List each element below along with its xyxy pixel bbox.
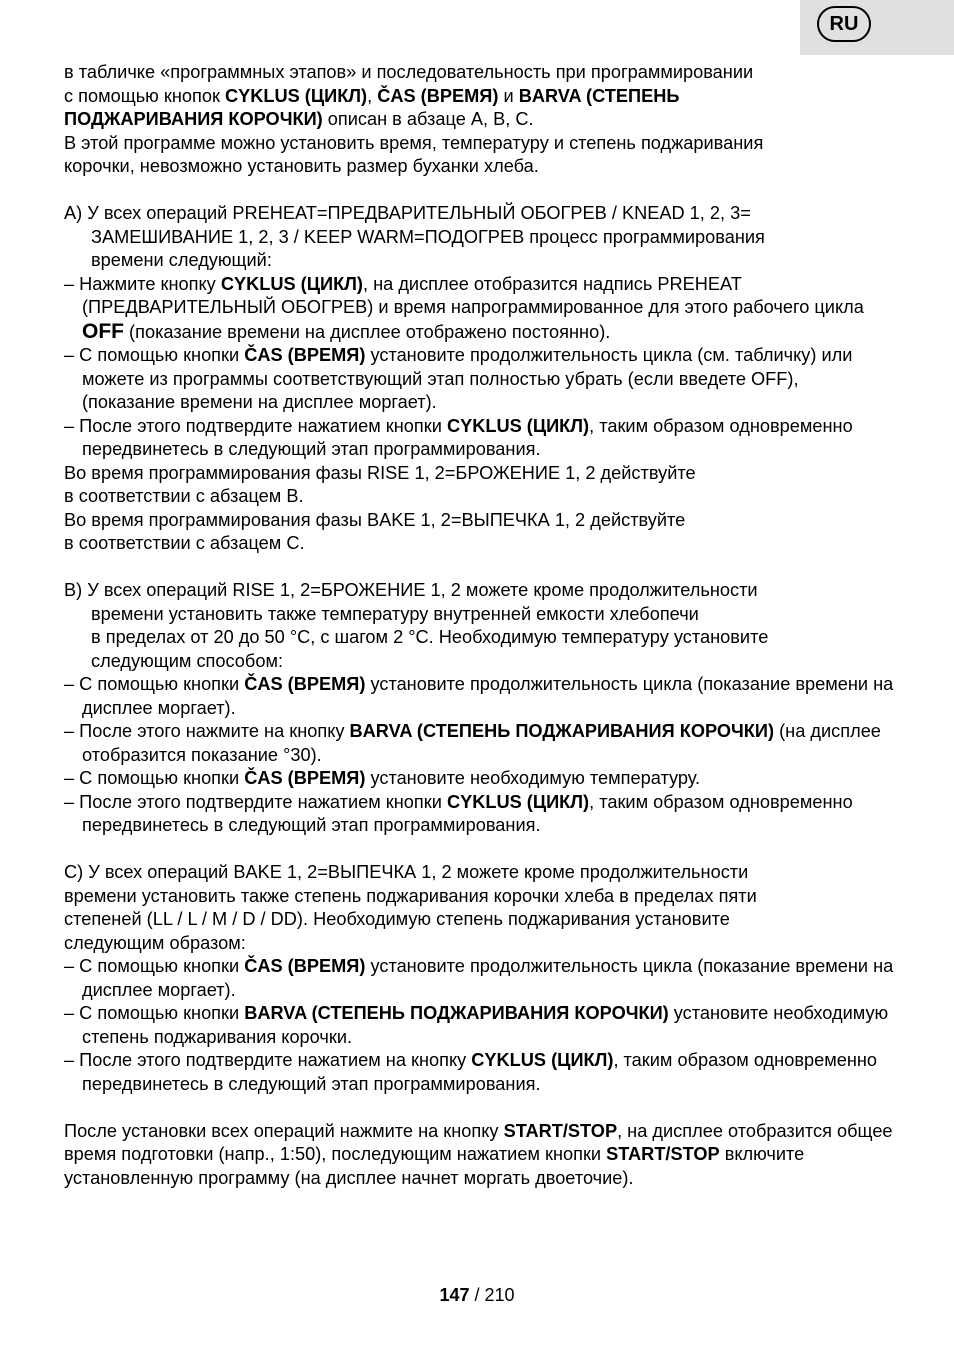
list-item: – Нажмите кнопку CYKLUS (ЦИКЛ), на дисплее отобразится надпись PREHEAT (ПРЕДВАРИТЕЛЬНЫЙ ОБОГРЕВ) и время напрограммированное для этого рабочего цикла OFF (показание времени на дисплее отображено постоянно). <box>64 273 864 343</box>
text-line: В этой программе можно установить время, температуру и степень поджаривания <box>64 132 764 153</box>
text-line: корочки, невозможно установить размер буханки хлеба. <box>64 156 539 176</box>
section-heading-cont: степеней (LL / L / M / D / DD). Необходимую степень поджаривания установите <box>64 909 730 929</box>
list-item: – С помощью кнопки ČAS (ВРЕМЯ) установите необходимую температуру. <box>64 768 701 788</box>
section-heading-cont: времени установить также степень поджаривания корочки хлеба в пределах пяти <box>64 885 757 906</box>
section-heading-cont: времени следующий: <box>91 250 272 270</box>
section-heading: C) У всех операций BAKE 1, 2=ВЫПЕЧКА 1, 2 можете кроме продолжительности <box>64 862 749 882</box>
page-content <box>64 61 894 1190</box>
text-line: ПОДЖАРИВАНИЯ КОРОЧКИ) описан в абзаце А, В, С. <box>64 109 534 129</box>
text-line: Во время программирования фазы RISE 1, 2=БРОЖЕНИЕ 1, 2 действуйте <box>64 462 696 483</box>
list-item: – После этого подтвердите нажатием на кнопку CYKLUS (ЦИКЛ), таким образом одновременно передвинетесь в следующий этап программирования. <box>64 1050 878 1094</box>
section-heading: B) У всех операций RISE 1, 2=БРОЖЕНИЕ 1, 2 можете кроме продолжительности <box>64 580 758 600</box>
list-item: – С помощью кнопки ČAS (ВРЕМЯ) установите продолжительность цикла (показание времени на дисплее моргает). <box>64 674 894 718</box>
text-block: После установки всех операций нажмите на кнопку START/STOP, на дисплее отобразится общее время подготовки (напр., 1:50), последующим нажатием кнопки START/STOP включите установленную программу (на дисплее начнет моргать двоеточие). <box>64 1120 893 1188</box>
text-line: в табличке «программных этапов» и последовательность при программировании <box>64 62 754 82</box>
text-line: в соответствии с абзацем B. <box>64 486 304 506</box>
language-badge: RU <box>817 6 871 42</box>
text-line: с помощью кнопок CYKLUS (ЦИКЛ), ČAS (ВРЕМЯ) и BARVA (СТЕПЕНЬ <box>64 85 680 106</box>
section-b <box>64 579 894 838</box>
list-item: – С помощью кнопки ČAS (ВРЕМЯ) установите продолжительность цикла (показание времени на дисплее моргает). <box>64 956 894 1000</box>
intro-paragraph <box>64 61 894 179</box>
total-pages: / 210 <box>469 1285 515 1305</box>
final-paragraph <box>64 1120 894 1191</box>
section-heading-cont: ЗАМЕШИВАНИЕ 1, 2, 3 / KEEP WARM=ПОДОГРЕВ процесс программирования <box>91 226 765 247</box>
list-item: – После этого нажмите на кнопку BARVA (СТЕПЕНЬ ПОДЖАРИВАНИЯ КОРОЧКИ) (на дисплее отобразится показание °30). <box>64 721 881 765</box>
text-line: в соответствии с абзацем C. <box>64 533 305 553</box>
section-c <box>64 861 894 1096</box>
list-item: – С помощью кнопки ČAS (ВРЕМЯ) установите продолжительность цикла (см. табличку) или можете из программы соответствующий этап полностью убрать (если введете OFF), (показание времени на дисплее моргает). <box>64 345 853 412</box>
section-a <box>64 202 894 556</box>
section-heading-cont: следующим образом: <box>64 932 246 953</box>
current-page: 147 <box>439 1285 470 1305</box>
list-item: – После этого подтвердите нажатием кнопки CYKLUS (ЦИКЛ), таким образом одновременно передвинетесь в следующий этап программирования. <box>64 791 853 835</box>
section-heading-cont: следующим способом: <box>91 650 284 671</box>
section-heading-cont: времени установить также температуру внутренней емкости хлебопечи <box>91 603 699 624</box>
list-item: – После этого подтвердите нажатием кнопки CYKLUS (ЦИКЛ), таким образом одновременно передвинетесь в следующий этап программирования. <box>64 415 853 459</box>
list-item: – С помощью кнопки BARVA (СТЕПЕНЬ ПОДЖАРИВАНИЯ КОРОЧКИ) установите необходимую степень поджаривания корочки. <box>64 1003 889 1047</box>
language-tab <box>800 0 954 55</box>
page-number <box>0 1285 954 1306</box>
section-heading: A) У всех операций PREHEAT=ПРЕДВАРИТЕЛЬНЫЙ ОБОГРЕВ / KNEAD 1, 2, 3= <box>64 203 751 223</box>
text-line: Во время программирования фазы BAKE 1, 2=ВЫПЕЧКА 1, 2 действуйте <box>64 509 686 530</box>
section-heading-cont: в пределах от 20 до 50 °C, с шагом 2 °C. Необходимую температуру установите <box>91 627 769 647</box>
